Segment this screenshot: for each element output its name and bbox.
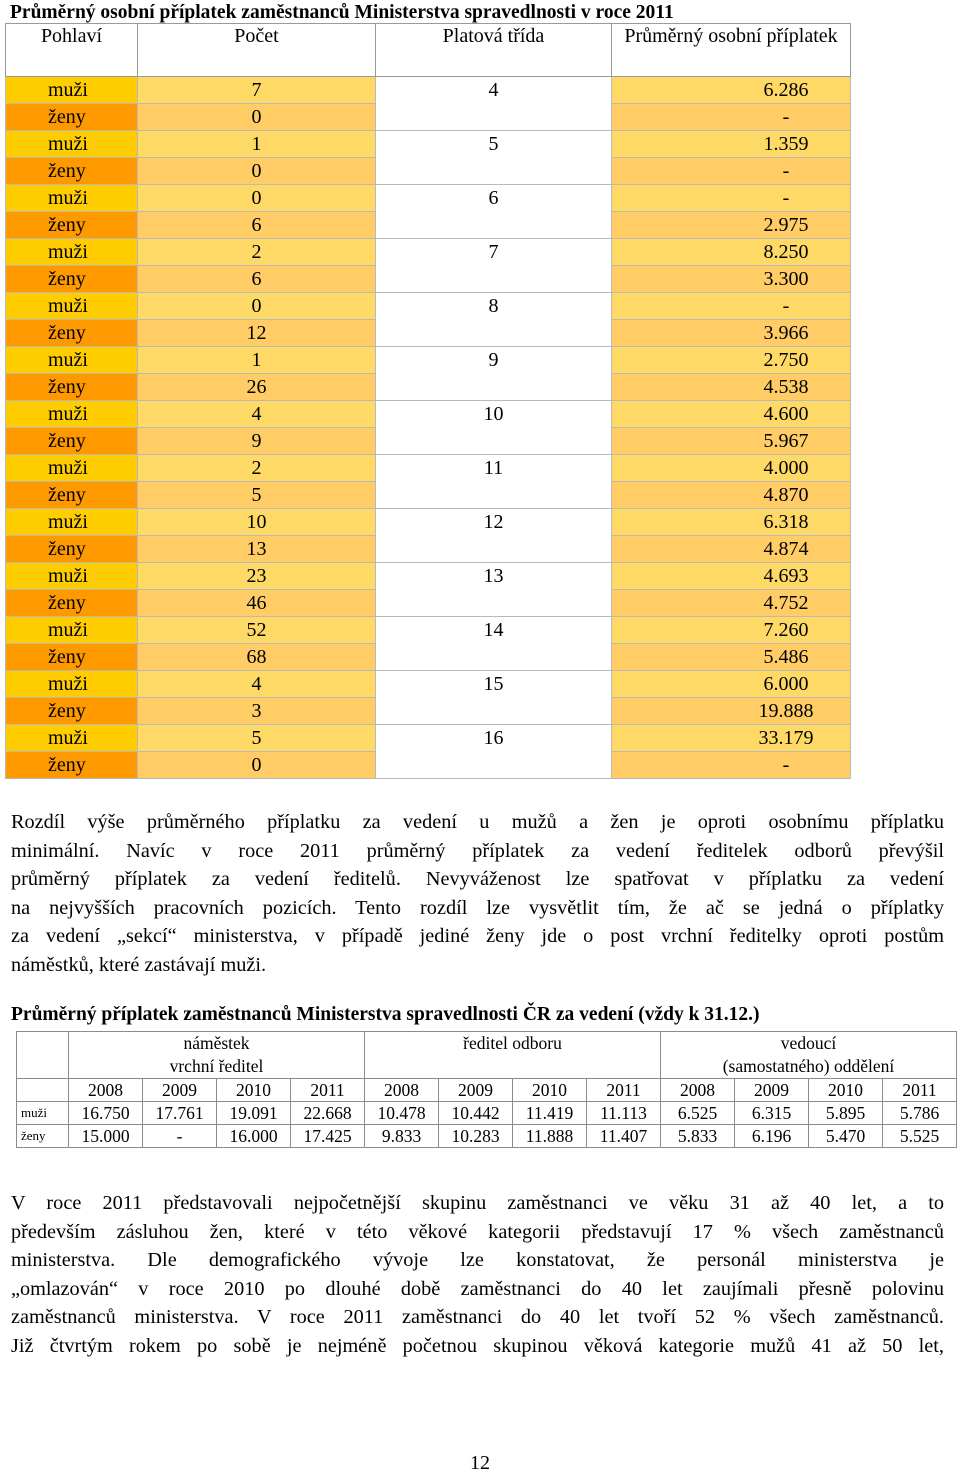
year-header: 2010 (809, 1079, 883, 1102)
value-cell: 11.407 (587, 1125, 661, 1148)
paragraph-line: na nejvyšších pracovních pozicích. Tento rozdíl lze vysvětlit tím, že ač se jedná o příplatky (11, 896, 944, 919)
group-head-of-unit: vedoucí (samostatného) oddělení (661, 1032, 957, 1079)
page-number: 12 (470, 1452, 490, 1474)
avg-bonus-cell: 3.966 (612, 320, 851, 347)
avg-bonus-cell: 6.000 (612, 671, 851, 698)
gender-cell: ženy (6, 536, 138, 563)
paragraph-line: minimální. Navíc v roce 2011 průměrný příplatek za vedení ředitelek odborů převýšil (11, 839, 944, 862)
table2-title: Průměrný příplatek zaměstnanců Ministerstva spravedlnosti ČR za vedení (vždy k 31.12.) (11, 1004, 760, 1025)
value-cell: 5.470 (809, 1125, 883, 1148)
count-cell: 3 (138, 698, 376, 725)
paragraph-2 (11, 1189, 944, 1361)
avg-bonus-cell: 2.750 (612, 347, 851, 374)
paragraph-line: „omlazován“ v roce 2010 po dlouhé době zaměstnanci do 40 let zaujímali přesně polovinu (11, 1277, 944, 1300)
count-cell: 9 (138, 428, 376, 455)
value-cell: 11.113 (587, 1102, 661, 1125)
avg-bonus-cell: 4.693 (612, 563, 851, 590)
table-row (6, 185, 851, 212)
year-header: 2011 (883, 1079, 957, 1102)
table-row (6, 293, 851, 320)
count-cell: 6 (138, 266, 376, 293)
count-cell: 52 (138, 617, 376, 644)
value-cell: 5.895 (809, 1102, 883, 1125)
table2-corner (17, 1032, 69, 1079)
count-cell: 0 (138, 185, 376, 212)
year-header: 2010 (217, 1079, 291, 1102)
count-cell: 6 (138, 212, 376, 239)
paragraph-line: Rozdíl výše průměrného příplatku za vedení u mužů a žen je oproti osobnímu příplatku (11, 811, 944, 833)
gender-cell: ženy (6, 374, 138, 401)
class-cell: 14 (376, 617, 612, 671)
gender-cell: muži (6, 671, 138, 698)
class-cell: 12 (376, 509, 612, 563)
table2-years-row (17, 1079, 957, 1102)
avg-bonus-cell: 8.250 (612, 239, 851, 266)
value-cell: 22.668 (291, 1102, 365, 1125)
value-cell: 5.525 (883, 1125, 957, 1148)
gender-cell: muži (6, 401, 138, 428)
avg-bonus-cell: 4.538 (612, 374, 851, 401)
table-row (6, 671, 851, 698)
class-cell: 7 (376, 239, 612, 293)
class-cell: 8 (376, 293, 612, 347)
year-header: 2011 (587, 1079, 661, 1102)
gender-cell: muži (6, 509, 138, 536)
year-header: 2009 (439, 1079, 513, 1102)
group-deputy: náměstek vrchní ředitel (69, 1032, 365, 1079)
count-cell: 23 (138, 563, 376, 590)
table-row (6, 563, 851, 590)
count-cell: 2 (138, 239, 376, 266)
value-cell: 5.786 (883, 1102, 957, 1125)
value-cell: 11.888 (513, 1125, 587, 1148)
gender-cell: ženy (6, 482, 138, 509)
avg-bonus-cell: 4.874 (612, 536, 851, 563)
class-cell: 9 (376, 347, 612, 401)
value-cell: 11.419 (513, 1102, 587, 1125)
years-corner (17, 1079, 69, 1102)
avg-bonus-cell: 19.888 (612, 698, 851, 725)
gender-cell: muži (6, 131, 138, 158)
gender-cell: ženy (6, 212, 138, 239)
paragraph-line: především zásluhou žen, které v této věkové kategorii představují 17 % všech zaměstnanců (11, 1220, 944, 1243)
paragraph-line: průměrný příplatek za vedení ředitelů. Nevyváženost lze spatřovat v příplatku za vedení (11, 868, 944, 891)
value-cell: - (143, 1125, 217, 1148)
class-cell: 6 (376, 185, 612, 239)
gender-cell: muži (6, 725, 138, 752)
avg-bonus-cell: 7.260 (612, 617, 851, 644)
avg-bonus-cell: 5.486 (612, 644, 851, 671)
class-cell: 10 (376, 401, 612, 455)
gender-cell: muži (6, 563, 138, 590)
count-cell: 0 (138, 104, 376, 131)
count-cell: 0 (138, 752, 376, 779)
avg-bonus-cell: 5.967 (612, 428, 851, 455)
gender-cell: ženy (6, 698, 138, 725)
count-cell: 1 (138, 347, 376, 374)
gender-cell: muži (6, 239, 138, 266)
class-cell: 15 (376, 671, 612, 725)
count-cell: 12 (138, 320, 376, 347)
group-director: ředitel odboru (365, 1032, 661, 1079)
avg-bonus-cell: 6.286 (612, 77, 851, 104)
gender-cell: muži (6, 185, 138, 212)
count-cell: 26 (138, 374, 376, 401)
class-cell: 16 (376, 725, 612, 779)
table-row (6, 347, 851, 374)
value-cell: 6.315 (735, 1102, 809, 1125)
header-count: Počet (138, 24, 376, 77)
value-cell: 6.196 (735, 1125, 809, 1148)
table2-group-row (17, 1032, 957, 1079)
paragraph-line: za vedení „sekcí“ ministerstva, v případě jediné ženy jde o post vrchní ředitelky oproti postům (11, 925, 944, 948)
avg-bonus-cell: - (612, 158, 851, 185)
avg-bonus-cell: - (612, 104, 851, 131)
table-row (6, 77, 851, 104)
count-cell: 46 (138, 590, 376, 617)
table-row (17, 1125, 957, 1148)
year-header: 2011 (291, 1079, 365, 1102)
year-header: 2008 (661, 1079, 735, 1102)
count-cell: 13 (138, 536, 376, 563)
header-gender: Pohlaví (6, 24, 138, 77)
header-avg-bonus: Průměrný osobní příplatek (612, 24, 851, 77)
value-cell: 17.425 (291, 1125, 365, 1148)
count-cell: 4 (138, 671, 376, 698)
class-cell: 4 (376, 77, 612, 131)
gender-cell: muži (6, 617, 138, 644)
count-cell: 10 (138, 509, 376, 536)
gender-cell: muži (6, 347, 138, 374)
gender-cell: muži (6, 455, 138, 482)
paragraph-line: zaměstnanců ministerstva. V roce 2011 zaměstnanci do 40 let tvoří 52 % všech zaměstnanců. (11, 1306, 944, 1329)
avg-bonus-cell: - (612, 185, 851, 212)
class-cell: 5 (376, 131, 612, 185)
gender-cell: ženy (6, 158, 138, 185)
table1-header-row (6, 24, 851, 77)
gender-cell: ženy (6, 266, 138, 293)
gender-cell: ženy (6, 428, 138, 455)
count-cell: 4 (138, 401, 376, 428)
value-cell: 16.000 (217, 1125, 291, 1148)
gender-cell: ženy (6, 644, 138, 671)
gender-cell: muži (6, 77, 138, 104)
paragraph-1 (11, 808, 944, 980)
count-cell: 2 (138, 455, 376, 482)
gender-cell: ženy (6, 590, 138, 617)
gender-cell: ženy (6, 752, 138, 779)
salary-bonus-table (5, 23, 851, 779)
count-cell: 0 (138, 293, 376, 320)
value-cell: 5.833 (661, 1125, 735, 1148)
table-row (6, 131, 851, 158)
year-header: 2010 (513, 1079, 587, 1102)
avg-bonus-cell: - (612, 752, 851, 779)
avg-bonus-cell: 4.752 (612, 590, 851, 617)
table-row (17, 1102, 957, 1125)
gender-cell: ženy (6, 104, 138, 131)
value-cell: 6.525 (661, 1102, 735, 1125)
row-label: muži (17, 1102, 69, 1125)
year-header: 2008 (365, 1079, 439, 1102)
avg-bonus-cell: 4.000 (612, 455, 851, 482)
avg-bonus-cell: 4.870 (612, 482, 851, 509)
paragraph-line: ministerstva. Dle demografického vývoje lze konstatovat, že personál ministerstva je (11, 1249, 944, 1272)
avg-bonus-cell: 6.318 (612, 509, 851, 536)
value-cell: 10.283 (439, 1125, 513, 1148)
value-cell: 15.000 (69, 1125, 143, 1148)
table-row (6, 509, 851, 536)
count-cell: 68 (138, 644, 376, 671)
paragraph-line: náměstků, které zastávají muži. (11, 953, 267, 976)
avg-bonus-cell: 33.179 (612, 725, 851, 752)
value-cell: 10.442 (439, 1102, 513, 1125)
class-cell: 11 (376, 455, 612, 509)
count-cell: 1 (138, 131, 376, 158)
gender-cell: muži (6, 293, 138, 320)
table-row (6, 725, 851, 752)
avg-bonus-cell: 2.975 (612, 212, 851, 239)
avg-bonus-cell: 1.359 (612, 131, 851, 158)
count-cell: 5 (138, 725, 376, 752)
value-cell: 19.091 (217, 1102, 291, 1125)
paragraph-line: Již čtvrtým rokem po sobě je nejméně početnou skupinou věková kategorie mužů 41 až 50 let, (11, 1334, 944, 1357)
value-cell: 17.761 (143, 1102, 217, 1125)
count-cell: 5 (138, 482, 376, 509)
row-label: ženy (17, 1125, 69, 1148)
value-cell: 16.750 (69, 1102, 143, 1125)
avg-bonus-cell: - (612, 293, 851, 320)
management-bonus-table (16, 1031, 957, 1148)
table-row (6, 239, 851, 266)
value-cell: 10.478 (365, 1102, 439, 1125)
value-cell: 9.833 (365, 1125, 439, 1148)
table-row (6, 401, 851, 428)
count-cell: 0 (138, 158, 376, 185)
avg-bonus-cell: 4.600 (612, 401, 851, 428)
year-header: 2009 (735, 1079, 809, 1102)
table-row (6, 455, 851, 482)
year-header: 2009 (143, 1079, 217, 1102)
paragraph-line: V roce 2011 představovali nejpočetnější skupinu zaměstnanci ve věku 31 až 40 let, a to (11, 1192, 944, 1214)
class-cell: 13 (376, 563, 612, 617)
header-class: Platová třída (376, 24, 612, 77)
table-row (6, 617, 851, 644)
avg-bonus-cell: 3.300 (612, 266, 851, 293)
table1-title: Průměrný osobní příplatek zaměstnanců Ministerstva spravedlnosti v roce 2011 (10, 2, 674, 23)
gender-cell: ženy (6, 320, 138, 347)
year-header: 2008 (69, 1079, 143, 1102)
count-cell: 7 (138, 77, 376, 104)
